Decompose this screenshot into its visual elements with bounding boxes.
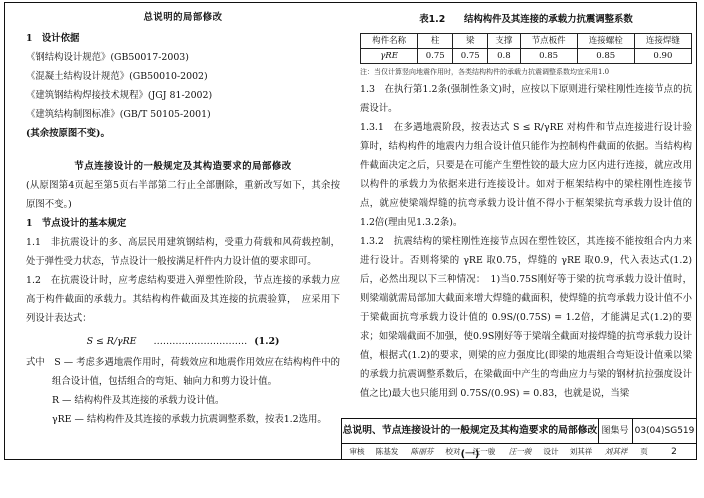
table-header-cell: 支撑 (488, 34, 520, 49)
formula-number: (1.2) (254, 336, 280, 347)
checker-signature: 汪一骏 (508, 447, 532, 456)
formula-dots: ………………………… (153, 336, 248, 347)
table-row (361, 49, 692, 64)
definition-s: 式中 S — 考虑多遇地震作用时，荷载效应和地震作用效应在结构构件中的组合设计值，包括组合的弯矩、轴向力和剪力设计值。 (26, 357, 340, 387)
left-column (26, 8, 340, 429)
designer-signature: 刘其祥 (604, 447, 628, 456)
table-row-label: γRE (361, 49, 418, 64)
formula-expression: S ≤ R/γRE (86, 336, 137, 347)
table-title: 表1.2 结构构件及其连接的承载力抗震调整系数 (419, 14, 633, 25)
table-header-cell: 柱 (418, 34, 453, 49)
table-note: 注：当仅计算竖向地震作用时，各类结构构件的承载力抗震调整系数均宜采用1.0 (360, 68, 610, 76)
reference-item: 《混凝土结构设计规范》(GB50010-2002) (26, 71, 208, 82)
coefficient-table (360, 33, 692, 64)
definition-r: R — 结构构件及其连接的承载力设计值。 (52, 395, 225, 406)
section-heading: 总说明的局部修改 (143, 12, 223, 23)
table-cell: 0.90 (634, 49, 691, 64)
page-number: 2 (671, 447, 677, 457)
signature-row (342, 444, 696, 460)
paragraph-1-3: 1.3 在执行第1.2条(强制性条文)时，应按以下原则进行梁柱刚性连接节点的抗震设计。 (360, 84, 692, 114)
review-label: 审核 (349, 447, 365, 456)
drawing-title: 总说明、节点连接设计的一般规定及其构造要求的局部修改(一) (342, 419, 599, 444)
table-cell: 0.75 (418, 49, 453, 64)
paragraph-1-2: 1.2 在抗震设计时，应考虑结构要进入弹塑性阶段，节点连接的承载力应高于构件截面的承载力。其结构构件截面及其连接的抗震验算， 应采用下列设计表达式： (26, 275, 340, 324)
table-cell: 0.85 (577, 49, 634, 64)
designer-name: 刘其祥 (569, 447, 593, 456)
table-header-cell: 梁 (453, 34, 488, 49)
check-label: 校对 (445, 447, 461, 456)
references-note: (其余按原图不变)。 (26, 128, 110, 139)
page-label: 页 (640, 447, 648, 456)
definition-gamma: γRE — 结构构件及其连接的承载力抗震调整系数，按表1.2选用。 (52, 414, 327, 425)
table-cell: 0.8 (488, 49, 520, 64)
title-block (341, 418, 697, 460)
reference-item: 《建筑结构制图标准》(GB/T 50105-2001) (26, 109, 211, 120)
table-header-row (361, 34, 692, 49)
design-basis-title: 1 设计依据 (26, 33, 80, 44)
reference-item: 《钢结构设计规范》(GB50017-2003) (26, 52, 189, 63)
table-header-cell: 节点板件 (520, 34, 577, 49)
table-header-cell: 连接焊缝 (634, 34, 691, 49)
reference-item: 《建筑钢结构焊接技术规程》(JGJ 81-2002) (26, 90, 213, 101)
revision-note: (从原图第4页起至第5页右半部第二行止全部删除，重新改写如下，其余按原图不变。) (26, 180, 340, 210)
reviewer-name: 陈基发 (375, 447, 399, 456)
table-header-cell: 连接螺栓 (577, 34, 634, 49)
atlas-number: 03(04)SG519 (633, 419, 696, 444)
basic-rules-title: 1 节点设计的基本规定 (26, 218, 127, 229)
atlas-label: 图集号 (598, 419, 633, 444)
reference-list (26, 48, 340, 124)
formula-1-2 (26, 332, 340, 351)
paragraph-1-1: 1.1 非抗震设计的多、高层民用建筑钢结构，受重力荷载和风荷载控制，处于弹性受力状态，节点设计一般按满足杆件内力设计值的要求即可。 (26, 237, 340, 267)
paragraph-1-3-1: 1.3.1 在多遇地震阶段，按表达式 S ≤ R/γRE 对构件和节点连接进行设计验算时，结构构件的地震内力组合设计值只能作为控制构件截面的依据。当结构构件截面决定之后，只要是在可能产生塑性铰的最大应力区内进行连接，就应改用以构件的承载力为依据来进行连接设计。如对于框架结构中的梁柱刚性连接节点，就应使梁端焊缝的抗弯承载力设计值不得小于框架梁抗弯承载力设计值的1.2倍(理由见1.3.2条)。 (360, 122, 692, 228)
design-label: 设计 (543, 447, 559, 456)
right-column (360, 10, 692, 403)
table-header-cell: 构件名称 (361, 34, 418, 49)
reviewer-signature: 陈丽芬 (410, 447, 434, 456)
section-heading-2: 节点连接设计的一般规定及其构造要求的局部修改 (74, 161, 292, 172)
checker-name: 汪一骏 (472, 447, 496, 456)
table-cell: 0.85 (520, 49, 577, 64)
table-cell: 0.75 (453, 49, 488, 64)
paragraph-1-3-2: 1.3.2 抗震结构的梁柱刚性连接节点因在塑性铰区，其连接不能按组合内力来进行设计。否则将梁的 γRE 取0.75，焊缝的 γRE 取0.9，代入表达式(1.2)后，必然出现以下三种情况： 1)当0.75S刚好等于梁的抗弯承载力设计值时，则梁端就需局部加大截面来增大焊缝的截面积，使焊缝的抗弯承载力设计值不小于梁截面抗弯承载力设计值的 0.9S/(0.75S) = 1.2倍，才能满足式(1.2)的要求；如梁端截面不加强，使0.9S刚好等于梁端全截面对接焊缝的抗弯承载力设计值，根据式(1.2)的要求，则梁的应力强度比(即梁的地震组合弯矩设计值乘以梁的承载力抗震调整系数后，在梁截面中产生的弯曲应力与梁的钢材抗拉强度设计值之比)最大也只能用到 0.75S/(0.9S) = 0.83，也就是说，当梁 (360, 236, 692, 399)
